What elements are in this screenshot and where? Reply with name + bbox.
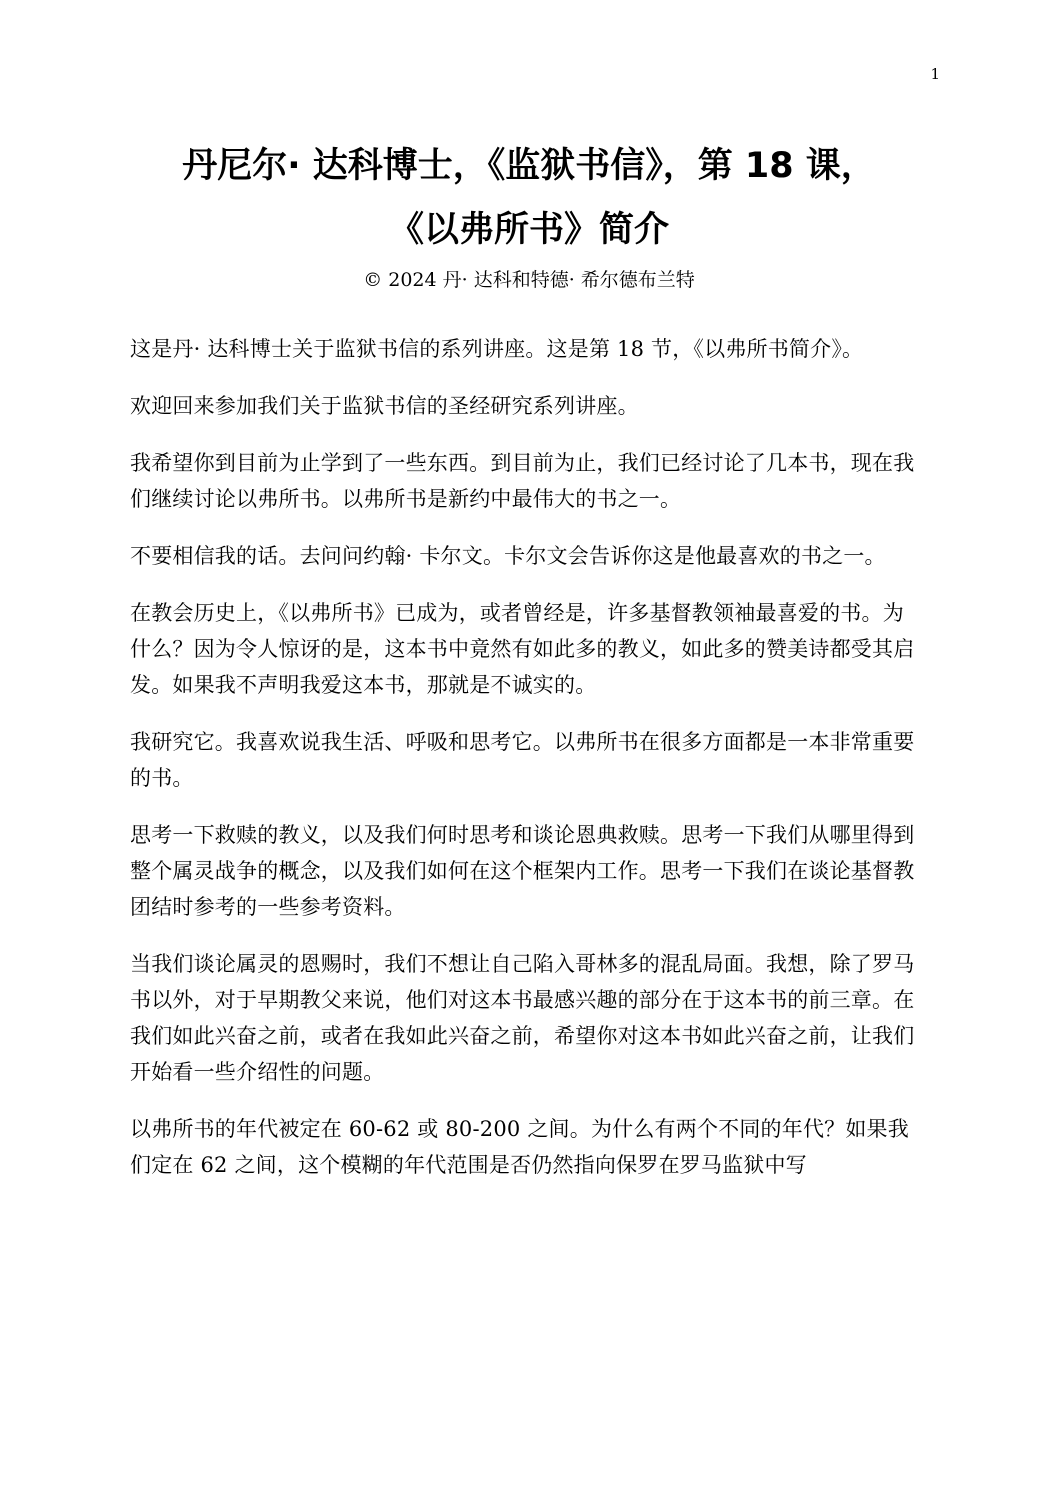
paragraph: 我研究它。我喜欢说我生活、呼吸和思考它。以弗所书在很多方面都是一本非常重要的书。	[130, 730, 915, 790]
title-line-1: 丹尼尔· 达科博士，《监狱书信》，第 18 课，	[182, 146, 876, 186]
paragraph: 这是丹· 达科博士关于监狱书信的系列讲座。这是第 18 节，《以弗所书简介》。	[130, 337, 864, 361]
paragraph: 我希望你到目前为止学到了一些东西。到目前为止，我们已经讨论了几本书，现在我们继续讨论以弗所书。以弗所书是新约中最伟大的书之一。	[130, 451, 915, 511]
paragraph: 当我们谈论属灵的恩赐时，我们不想让自己陷入哥林多的混乱局面。我想，除了罗马书以外，对于早期教父来说，他们对这本书最感兴趣的部分在于这本书的前三章。在我们如此兴奋之前，或者在我如此兴奋之前，希望你对这本书如此兴奋之前，让我们开始看一些介绍性的问题。	[130, 952, 915, 1084]
paragraph: 在教会历史上，《以弗所书》已成为，或者曾经是，许多基督教领袖最喜爱的书。为什么？因为令人惊讶的是，这本书中竟然有如此多的教义，如此多的赞美诗都受其启发。如果我不声明我爱这本书，那就是不诚实的。	[130, 601, 915, 697]
paragraph: 欢迎回来参加我们关于监狱书信的圣经研究系列讲座。	[130, 394, 639, 418]
title-line-2: 《以弗所书》简介	[388, 210, 669, 250]
document-body	[130, 331, 920, 1204]
paragraph: 思考一下救赎的教义，以及我们何时思考和谈论恩典救赎。思考一下我们从哪里得到整个属灵战争的概念，以及我们如何在这个框架内工作。思考一下我们在谈论基督教团结时参考的一些参考资料。	[130, 823, 915, 919]
page-number: 1	[930, 65, 940, 83]
paragraph: 不要相信我的话。去问问约翰· 卡尔文。卡尔文会告诉你这是他最喜欢的书之一。	[130, 544, 886, 568]
paragraph: 以弗所书的年代被定在 60-62 或 80-200 之间。为什么有两个不同的年代？如果我们定在 62 之间，这个模糊的年代范围是否仍然指向保罗在罗马监狱中写	[130, 1117, 909, 1177]
copyright-line: © 2024 丹· 达科和特德· 希尔德布兰特	[363, 269, 695, 291]
document-title	[100, 134, 958, 262]
